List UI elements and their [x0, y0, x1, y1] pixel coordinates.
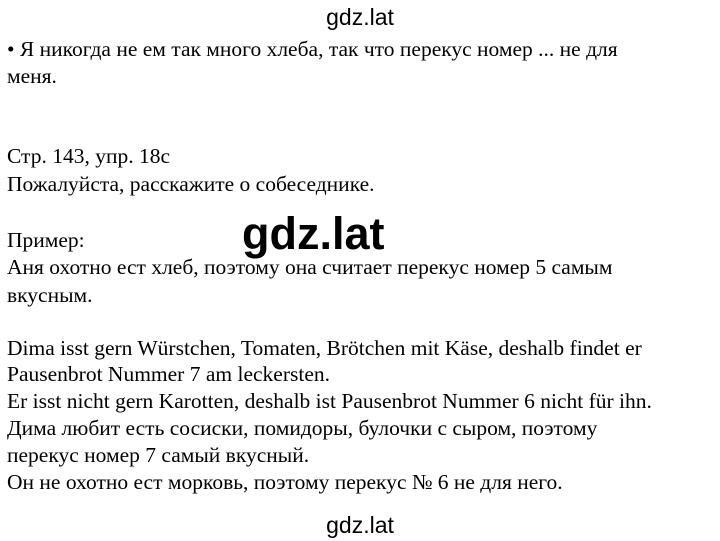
exercise-instruction: Пожалуйста, расскажите о собеседнике. — [7, 172, 375, 196]
russian-line-3: Он не охотно ест морковь, поэтому перекус № 6 не для него. — [7, 470, 563, 494]
exercise-reference: Стр. 143, упр. 18с — [7, 144, 171, 168]
german-line-1: Dima isst gern Würstchen, Tomaten, Brötchen mit Käse, deshalb findet er — [7, 336, 642, 360]
watermark-bottom: gdz.lat — [326, 512, 394, 538]
example-label: Пример: — [7, 228, 85, 252]
russian-line-2: перекус номер 7 самый вкусный. — [7, 443, 310, 467]
text-line-2: меня. — [7, 64, 57, 88]
watermark-top: gdz.lat — [326, 4, 394, 30]
text-line-1: • Я никогда не ем так много хлеба, так что перекус номер ... не для — [7, 37, 618, 61]
example-line-1: Аня охотно ест хлеб, поэтому она считает перекус номер 5 самым — [7, 255, 613, 279]
german-line-3: Er isst nicht gern Karotten, deshalb ist Pausenbrot Nummer 6 nicht für ihn. — [7, 389, 652, 413]
watermark-center: gdz.lat — [242, 208, 385, 259]
german-line-2: Pausenbrot Nummer 7 am leckersten. — [7, 362, 331, 386]
russian-line-1: Дима любит есть сосиски, помидоры, булочки с сыром, поэтому — [7, 416, 598, 440]
example-line-2: вкусным. — [7, 283, 93, 307]
